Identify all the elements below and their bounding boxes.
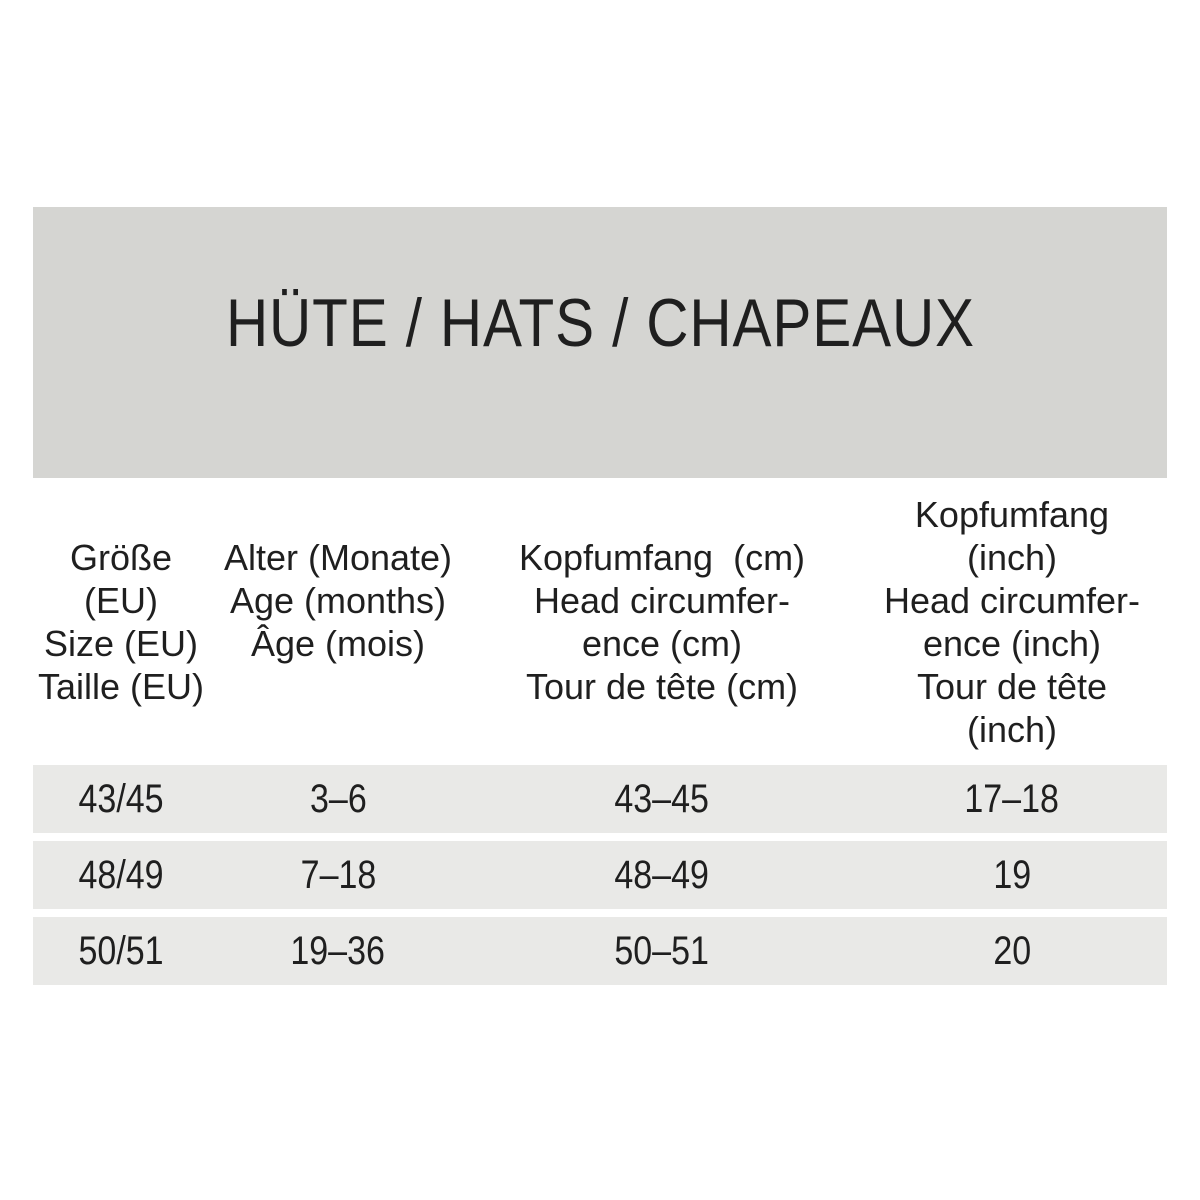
table-row (33, 841, 1167, 909)
header-line: (inch) (966, 536, 1058, 578)
cell-size-eu (33, 765, 209, 833)
cell-value: 43–45 (614, 776, 710, 821)
cell-value: 43/45 (78, 776, 164, 821)
header-line: Age (months) (229, 580, 447, 621)
header-line: Alter (Monate) (223, 537, 453, 578)
table-row (33, 765, 1167, 833)
cell-circumference-inch (857, 765, 1167, 833)
header-line: Tour de tête (916, 665, 1108, 707)
header-line: Âge (mois) (250, 623, 426, 664)
cell-age (209, 765, 467, 833)
header-line: Head circumfer- (883, 579, 1141, 621)
cell-value: 20 (993, 928, 1031, 973)
header-line: Head circumfer- (533, 579, 791, 621)
cell-value: 3–6 (309, 776, 367, 821)
header-group (467, 536, 857, 708)
cell-circumference-cm (467, 765, 857, 833)
cell-circumference-cm (467, 841, 857, 909)
column-header-size-eu (33, 486, 209, 757)
title-band (33, 207, 1167, 478)
table-row (33, 917, 1167, 985)
cell-circumference-cm (467, 917, 857, 985)
cell-value: 50–51 (614, 928, 710, 973)
header-line: Tour de tête (cm) (525, 665, 799, 707)
header-line: Kopfumfang (cm) (518, 536, 806, 578)
cell-age (209, 841, 467, 909)
header-line: Size (EU) (43, 622, 199, 664)
cell-value: 19 (993, 852, 1031, 897)
column-header-head-circumference-inch (857, 486, 1167, 757)
header-line: Kopfumfang (914, 493, 1110, 535)
header-line: (EU) (84, 579, 158, 621)
header-line: (inch) (966, 708, 1058, 750)
cell-size-eu (33, 841, 209, 909)
header-group (33, 536, 209, 708)
column-header-head-circumference-cm (467, 486, 857, 757)
cell-value: 48/49 (78, 852, 164, 897)
cell-circumference-inch (857, 917, 1167, 985)
header-group (209, 536, 467, 665)
cell-value: 19–36 (290, 928, 386, 973)
cell-value: 17–18 (964, 776, 1060, 821)
cell-value: 7–18 (300, 852, 376, 897)
header-group (857, 493, 1167, 751)
cell-value: 48–49 (614, 852, 710, 897)
column-header-age (209, 486, 467, 757)
size-table (33, 478, 1167, 993)
header-line: ence (cm) (581, 622, 743, 664)
cell-age (209, 917, 467, 985)
chart-title: HÜTE / HATS / CHAPEAUX (225, 284, 975, 361)
cell-value: 50/51 (78, 928, 164, 973)
cell-circumference-inch (857, 841, 1167, 909)
header-line: Taille (EU) (37, 665, 205, 707)
header-row (33, 486, 1167, 757)
cell-size-eu (33, 917, 209, 985)
header-line: Größe (69, 536, 173, 578)
header-line: ence (inch) (922, 622, 1102, 664)
